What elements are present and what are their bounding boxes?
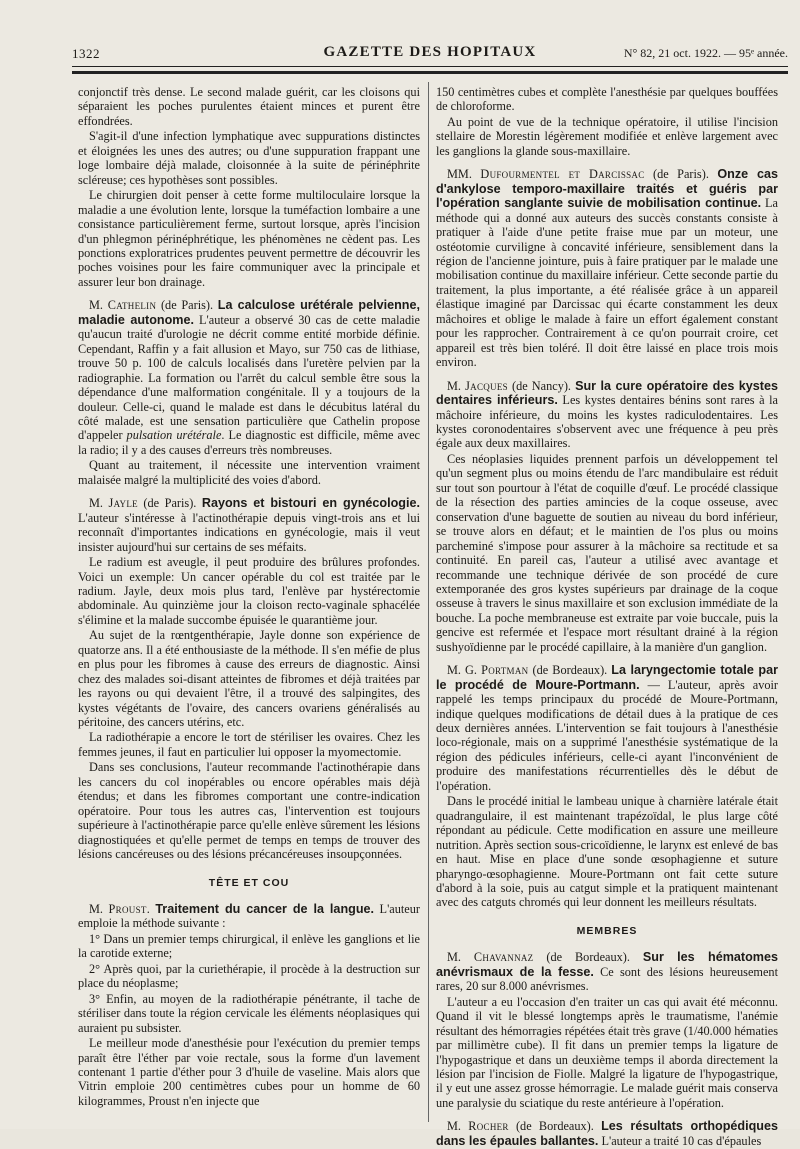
article-text: Ce sont des lésions heureusement rares, 20 sur 8.000 anévrismes. [436, 964, 778, 994]
article-jayle [78, 496, 420, 554]
article-text: L'auteur a observé 30 cas de cette maladie qu'aucun traité d'urologie ne décrit comme entité morbide définie. Cependant, Raffin y a fait allusion et Mayo, sur 750 cas de lithiase, trouve 50 p. 100 de calculs localisés dans l'uretère pelvien par la radiographie. La formation ou l'arrêt du calcul semble être sous la dépendance d'une malformation congénitale. Il y a toujours de la douleur. Celle-ci, quand le malade est dans le décubitus latéral du côté malade, est une sensation particulière que Cathelin propose d'appeler [78, 312, 420, 443]
author-prefix: M. [447, 950, 474, 965]
article-title: Traitement du cancer de la langue. [155, 902, 375, 917]
author-prefix: M. [447, 1119, 469, 1134]
list-item: 1° Dans un premier temps chirurgical, il enlève les ganglions et lie la carotide externe; [78, 931, 420, 961]
article-title: Sur la cure opératoire des kystes dentaires inférieurs. [436, 378, 779, 408]
paragraph: 150 centimètres cubes et complète l'anesthésie par quelques bouffées de chloroforme. [436, 85, 778, 114]
paragraph: S'agit-il d'une infection lymphatique avec suppurations distinctes et éloignées les unes des autres; ou d'une suppuration frappant une loge lombaire déjà malade, cloisonnée à la suite de périnéphrite scléreuse; ces hypothèses sont possibles. [78, 129, 420, 187]
author-location: (de Bordeaux). [533, 950, 643, 965]
author-name: Jayle [108, 496, 138, 511]
paragraph: Le chirurgien doit penser à cette forme multiloculaire lorsque la maladie a une évolution lente, lorsque la tuméfaction lombaire a une consistance particulièrement ferme, surtout lorsque, après l'incision d'un phlegmon périnéphrétique, les phénomènes ne cèdent pas. Les ponctions exploratrices prudentes peuvent permettre de découvrir les poches voisines pour les faire communiquer avec la principale et assurer leur bon drainage. [78, 188, 420, 289]
article-title: Rayons et bistouri en gynécologie. [201, 496, 420, 511]
paragraph: Dans le procédé initial le lambeau unique à charnière latérale était quadrangulaire, il est maintenant trapézoïdal, le plus large côté répondant au pédicule. Cette modification en assure une meilleure nutrition. Après section sous-cricoïdienne, le larynx est enlevé de bas en haut. Mise en place d'une sonde œsophagienne et suture pharyngo-œsophagienne. Moure-Portmann ont fait cette suture d'abord à la soie, puis au catgut simple et la pratiquent maintenant avec des catguts chromés qui leur donnent les meilleurs résultats. [436, 794, 778, 910]
article-text: L'auteur s'intéresse à l'actinothérapie depuis vingt-trois ans et lui reconnaît d'importantes indications en gynécologie, mais il veut insister aujourd'hui sur certains de ses méfaits. [78, 510, 420, 554]
section-heading: TÊTE ET COU [208, 876, 290, 889]
paragraph: Ces néoplasies liquides prennent parfois un développement tel qu'un segment plus ou moins étendu de l'arc mandibulaire est réduit sur tout son pourtour à l'état de coquille d'œuf. Le procédé classique de la résection des parties amincies de la coque osseuse, avec conservation d'une baguette de soutien au niveau du bord inférieur, se trouve alors en défaut; et le maintien de l'os plus ou moins parcheminé s'impose pour assurer à la mâchoire sa rectitude et sa continuité. En pareil cas, l'auteur a utilisé avec avantage et recommande une technique dérivée de son procédé de cure extemporanée des gros kystes supérieurs par drainage de la coque osseuse à travers le sinus maxillaire et son exclusion immédiate de la bouche. La poche membraneuse est extraite par voie buccale, puis la gencive est refermée et l'espace mort résultant drainé à la région sushyoïdienne par le procédé capillaire, à la manière d'un ganglion. [436, 451, 778, 654]
paragraph: Quant au traitement, il nécessite une intervention vraiment malaisée malgré la multiplicité des voies d'abord. [78, 458, 420, 487]
article-rocher [436, 1119, 778, 1148]
article-text: L'auteur emploie la méthode suivante : [78, 902, 421, 931]
article-portman [436, 663, 778, 793]
section-heading: MEMBRES [576, 924, 638, 937]
author-location: (de Paris). [137, 496, 202, 511]
article-cathelin [78, 298, 420, 457]
article-chavannaz [436, 950, 778, 993]
column-divider [428, 82, 429, 1122]
left-column [78, 85, 420, 1109]
article-title: Sur les hématomes anévrismaux de la fesse. [436, 950, 778, 979]
paragraph: conjonctif très dense. Le second malade guérit, car les cloisons qui séparaient les poches purulentes étaient minces et purent être effondrées. [78, 85, 420, 128]
author-prefix: M. [89, 496, 109, 511]
paragraph: Le radium est aveugle, il peut produire des brûlures profondes. Voici un exemple: Un cancer opérable du col est traitée par le radium. Jayle, deux mois plus tard, l'enlève par hystérectomie abdominale. Au quinzième jour la cloison recto-vaginale sphacélée s'élimine et la malade succombe épuisée le quarantième jour. [78, 555, 420, 627]
header-rule-thick [72, 71, 788, 74]
author-prefix: M. G. [447, 663, 482, 678]
author-prefix: M. [89, 902, 109, 917]
paragraph: Le meilleur mode d'anesthésie pour l'exécution du premier temps paraît être l'éther par voie rectale, sous la forme d'un lavement contenant 1 partie d'éther pour 3 d'huile de vaseline. Mais alors que Vitrin emploie 200 centimètres cubes pour un homme de 60 kilogrammes, Proust n'en injecte que [78, 1036, 420, 1108]
article-text: L'auteur a traité 10 cas d'épaules [598, 1133, 762, 1148]
paragraph: Au sujet de la rœntgenthérapie, Jayle donne son expérience de quatorze ans. Il a été enthousiaste de la méthode. Il s'en méfie de plus en plus pour les fibromes à cause des erreurs de diagnostic. Ainsi chez des malades soi-disant atteintes de fibromes et déjà traitées par les rayons ou qui devaient l'être, il a trouvé des salpingites, des kystes végétants de l'ovaire, des cancers ovariens généralisés au péritoine, des cancers utérins, etc. [78, 628, 420, 730]
article-title: La calculose urétérale pelvienne, maladie autonome. [78, 298, 420, 327]
article-title: Les résultats orthopédiques dans les épaules ballantes. [436, 1119, 779, 1148]
author-name: Proust [108, 902, 147, 917]
italic-term: pulsation urétérale [126, 428, 222, 443]
author-name: Dufourmentel et Darcissac [480, 167, 645, 182]
author-name: Jacques [465, 378, 508, 393]
article-text: La méthode qui a donné aux auteurs des succès constants consiste à pratiquer à l'aide d'une petite fraise mue par un moteur, une ostéotomie curviligne à concavité inférieure, sensiblement dans la région de l'ancienne jointure, puis à faire pratiquer par le malade une mobilisation continue du maxillaire inférieur. Cette seconde partie du traitement, la plus importante, a été réalisée grâce à un appareil élastique imaginé par Darcissac qui écarte constamment les deux mâchoires et oblige le malade à faire un effort également constant pour les rapprocher. Contrairement à ce qu'on pourrait croire, cet appareil est très bien toléré. Il doit être laissé en place trois mois environ. [436, 196, 778, 370]
author-name: Chavannaz [473, 950, 534, 965]
author-location: (de Bordeaux). [528, 663, 612, 678]
author-location: (de Paris). [156, 298, 218, 313]
list-item: 2° Après quoi, par la curiethérapie, il procède à la destruction sur place du néoplasme; [78, 961, 420, 991]
issue-info: N° 82, 21 oct. 1922. — 95ᵉ année. [623, 46, 788, 60]
author-prefix: M. [89, 298, 108, 313]
article-proust [78, 902, 420, 931]
article-title: La laryngectomie totale par le procédé de Moure-Portmann. [436, 663, 778, 692]
article-dufourmentel [436, 167, 778, 369]
list-item: 3° Enfin, au moyen de la radiothérapie pénétrante, il tache de stériliser dans toute la région cervicale les éléments néoplasiques qui auraient pu subsister. [78, 991, 420, 1035]
paragraph: L'auteur a eu l'occasion d'en traiter un cas qui avait été méconnu. Quand il vit le blessé longtemps après le traumatisme, l'anémie résultant des hémorragies répétées était très grave (1/40.000 hématies par millimètre cube). Il fit dans un premier temps la ligature de l'hypogastrique et dans un deuxième temps il aborda directement la lésion par l'incision de Fiolle. Malgré la ligature de l'hypogastrique, il y eut une assez grosse hémorragie. Le malade guérit mais conserva une paralysie du sciatique du reste antérieure à l'opération. [436, 994, 778, 1110]
paragraph: Dans ses conclusions, l'auteur recommande l'actinothérapie dans les cancers du col inopérables ou encore opérables mais déjà étendus; et dans les fibromes comportant une contre-indication opératoire. Pour tous les autres cas, l'intervention est toujours supérieure à l'actinothérapie parce qu'elle enlève sûrement les lésions diagnostiquées et qu'elle permet de temps en temps de trouver des lésions cancéreuses ou des lésions précancéreuses insoupçonnées. [78, 760, 420, 862]
author-name: Portman [481, 663, 529, 678]
page-number: 1322 [72, 46, 100, 61]
author-prefix: MM. [447, 167, 481, 182]
author-location: (de Nancy). [507, 378, 576, 393]
article-text: . Le diagnostic est difficile, même avec la radio; il y a des causes d'erreurs très nombreuses. [78, 428, 420, 457]
right-column [436, 85, 778, 1149]
author-name: Cathelin [107, 298, 157, 313]
author-name: Rocher [468, 1119, 509, 1134]
paragraph: La radiothérapie a encore le tort de stériliser les ovaires. Chez les femmes jeunes, il faut en particulier lui opposer la myomectomie. [78, 730, 420, 759]
author-location: (de Bordeaux). [508, 1119, 602, 1134]
article-text: — L'auteur, après avoir rappelé les temps principaux du procédé de Moure-Portmann, indique quelques modifications de détail dues à la pratique de ces deux dernières années. L'intervention se fait toujours à l'anesthésie loco-régionale, mais on a supprimé l'anesthésie systématique de la région des pédicules inférieurs, celle-ci ayant l'inconvénient de produire des manifestations récurrentielles dès le début de l'opération. [436, 677, 779, 793]
paragraph: Au point de vue de la technique opératoire, il utilise l'incision stellaire de Morestin légèrement modifiée et enlève largement avec les ganglions la glande sous-maxillaire. [436, 114, 778, 158]
page-header [72, 44, 788, 66]
author-prefix: M. [447, 378, 466, 393]
journal-title: GAZETTE DES HOPITAUX [323, 44, 537, 60]
article-jacques [436, 379, 778, 451]
article-title: Onze cas d'ankylose temporo-maxillaire traités et guéris par l'opération sanglante suivie de mobilisation continue. [436, 167, 778, 211]
author-location: . [146, 902, 156, 917]
header-rule-thin [72, 66, 788, 67]
article-text: Les kystes dentaires bénins sont rares à la mâchoire inférieure, du moins les kystes radiculodentaires. Les kystes coronodentaires s'observent avec une fréquence à peu près égale aux deux maxillaires. [436, 393, 778, 451]
author-location: (de Paris). [644, 167, 718, 182]
